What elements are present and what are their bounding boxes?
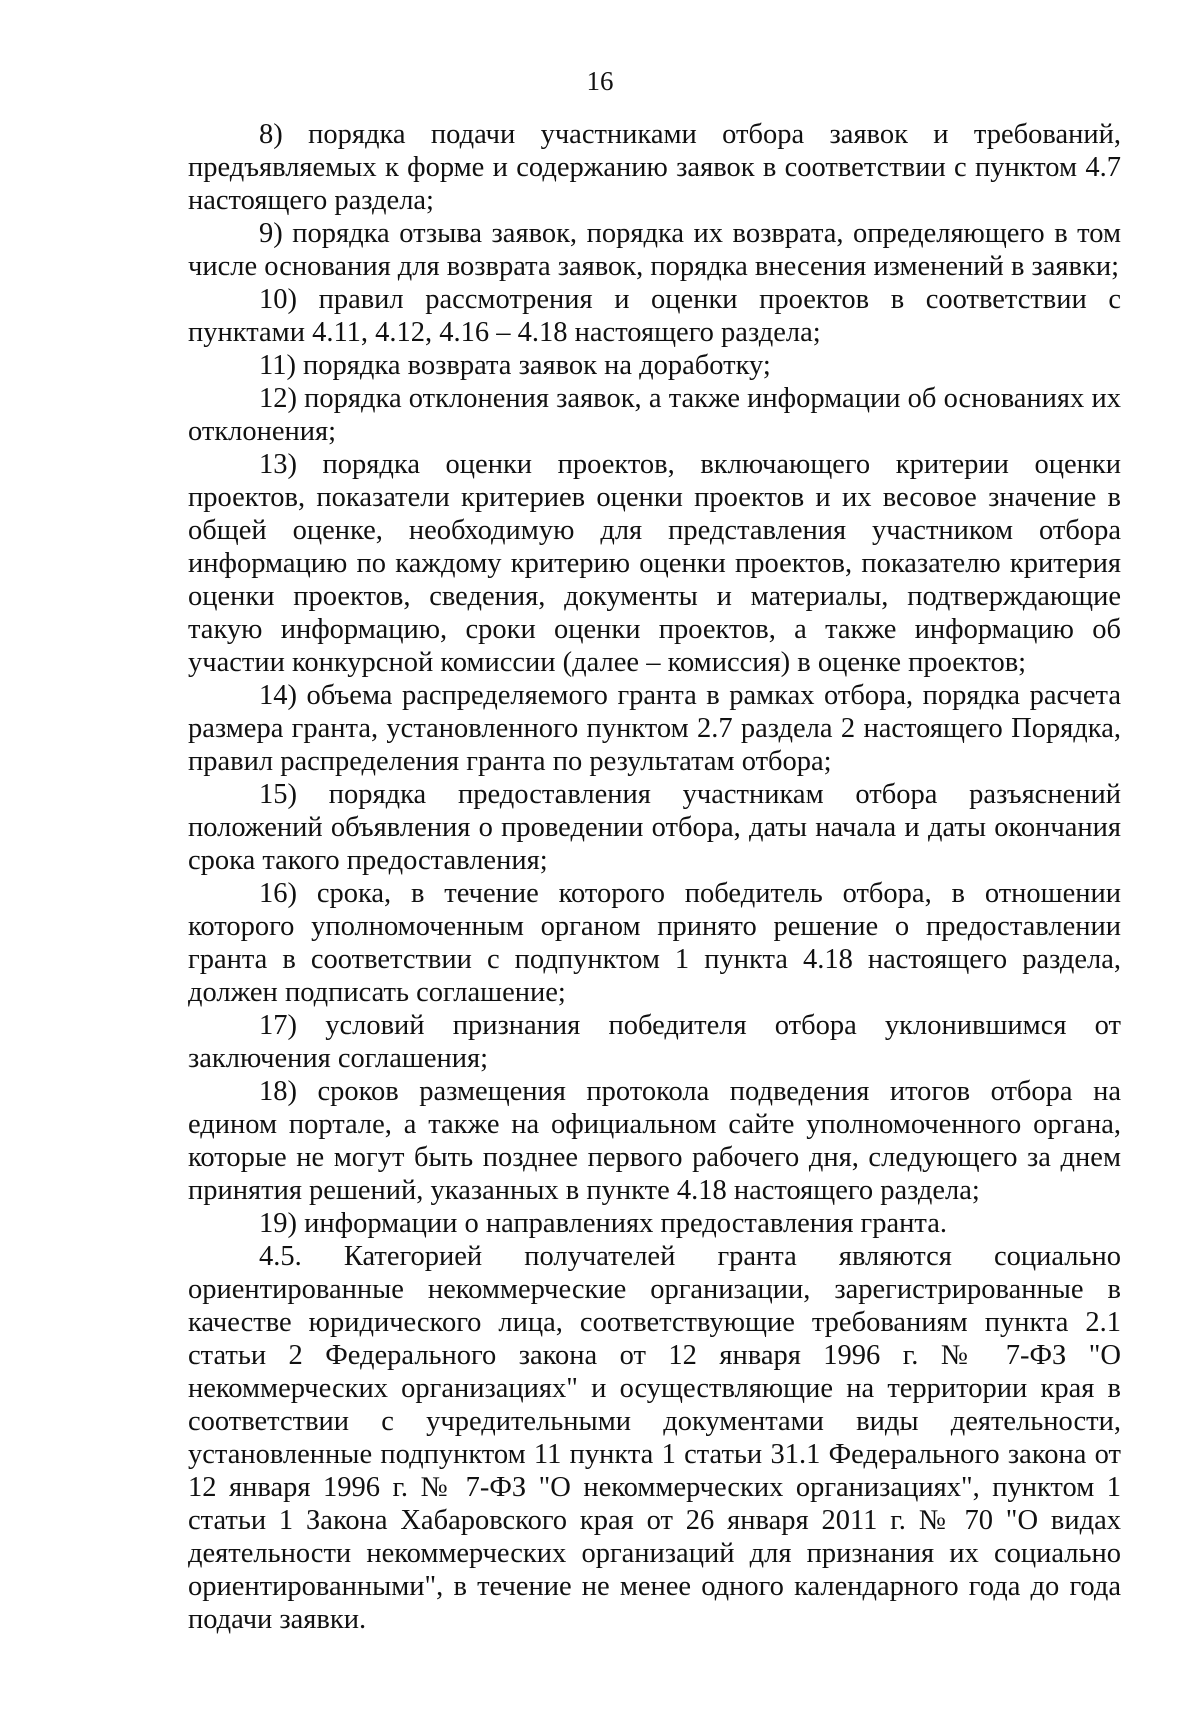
document-body [188,118,1121,1636]
paragraph-item-17: 17) условий признания победителя отбора уклонившимся от заключения соглашения; [188,1010,1121,1074]
paragraph-item-15: 15) порядка предоставления участникам отбора разъяснений положений объявления о проведении отбора, даты начала и даты окончания срока такого предоставления; [188,779,1121,876]
paragraph-item-12: 12) порядка отклонения заявок, а также информации об основаниях их отклонения; [188,383,1121,447]
paragraph-section-4-5: 4.5. Категорией получателей гранта являются социально ориентированные некоммерческие организации, зарегистрированные в качестве юридического лица, соответствующие требованиям пункта 2.1 статьи 2 Федерального закона от 12 января 1996 г. № 7-ФЗ "О некоммерческих организациях" и осуществляющие на территории края в соответствии с учредительными документами виды деятельности, установленные подпунктом 11 пункта 1 статьи 31.1 Федерального закона от 12 января 1996 г. № 7-ФЗ "О некоммерческих организациях", пунктом 1 статьи 1 Закона Хабаровского края от 26 января 2011 г. № 70 "О видах деятельности некоммерческих организаций для признания их социально ориентированными", в течение не менее одного календарного года до года подачи заявки. [188,1241,1121,1635]
page-number: 16 [586,66,614,96]
paragraph-item-13: 13) порядка оценки проектов, включающего критерии оценки проектов, показатели критериев оценки проектов и их весовое значение в общей оценке, необходимую для представления участником отбора информацию по каждому критерию оценки проектов, показателю критерия оценки проектов, сведения, документы и материалы, подтверждающие такую информацию, сроки оценки проектов, а также информацию об участии конкурсной комиссии (далее – комиссия) в оценке проектов; [188,449,1121,678]
paragraph-item-16: 16) срока, в течение которого победитель отбора, в отношении которого уполномоченным органом принято решение о предоставлении гранта в соответствии с подпунктом 1 пункта 4.18 настоящего раздела, должен подписать соглашение; [188,878,1121,1008]
paragraph-item-14: 14) объема распределяемого гранта в рамках отбора, порядка расчета размера гранта, установленного пунктом 2.7 раздела 2 настоящего Порядка, правил распределения гранта по результатам отбора; [188,680,1121,777]
paragraph-item-19: 19) информации о направлениях предоставления гранта. [259,1208,947,1239]
paragraph-item-11: 11) порядка возврата заявок на доработку; [259,350,771,381]
paragraph-item-10: 10) правил рассмотрения и оценки проектов в соответствии с пунктами 4.11, 4.12, 4.16 – 4.18 настоящего раздела; [188,284,1121,348]
paragraph-item-18: 18) сроков размещения протокола подведения итогов отбора на едином портале, а также на официальном сайте уполномоченного органа, которые не могут быть позднее первого рабочего дня, следующего за днем принятия решений, указанных в пункте 4.18 настоящего раздела; [188,1076,1121,1206]
paragraph-item-9: 9) порядка отзыва заявок, порядка их возврата, определяющего в том числе основания для возврата заявок, порядка внесения изменений в заявки; [188,218,1121,282]
paragraph-item-8: 8) порядка подачи участниками отбора заявок и требований, предъявляемых к форме и содержанию заявок в соответствии с пунктом 4.7 настоящего раздела; [188,119,1121,216]
